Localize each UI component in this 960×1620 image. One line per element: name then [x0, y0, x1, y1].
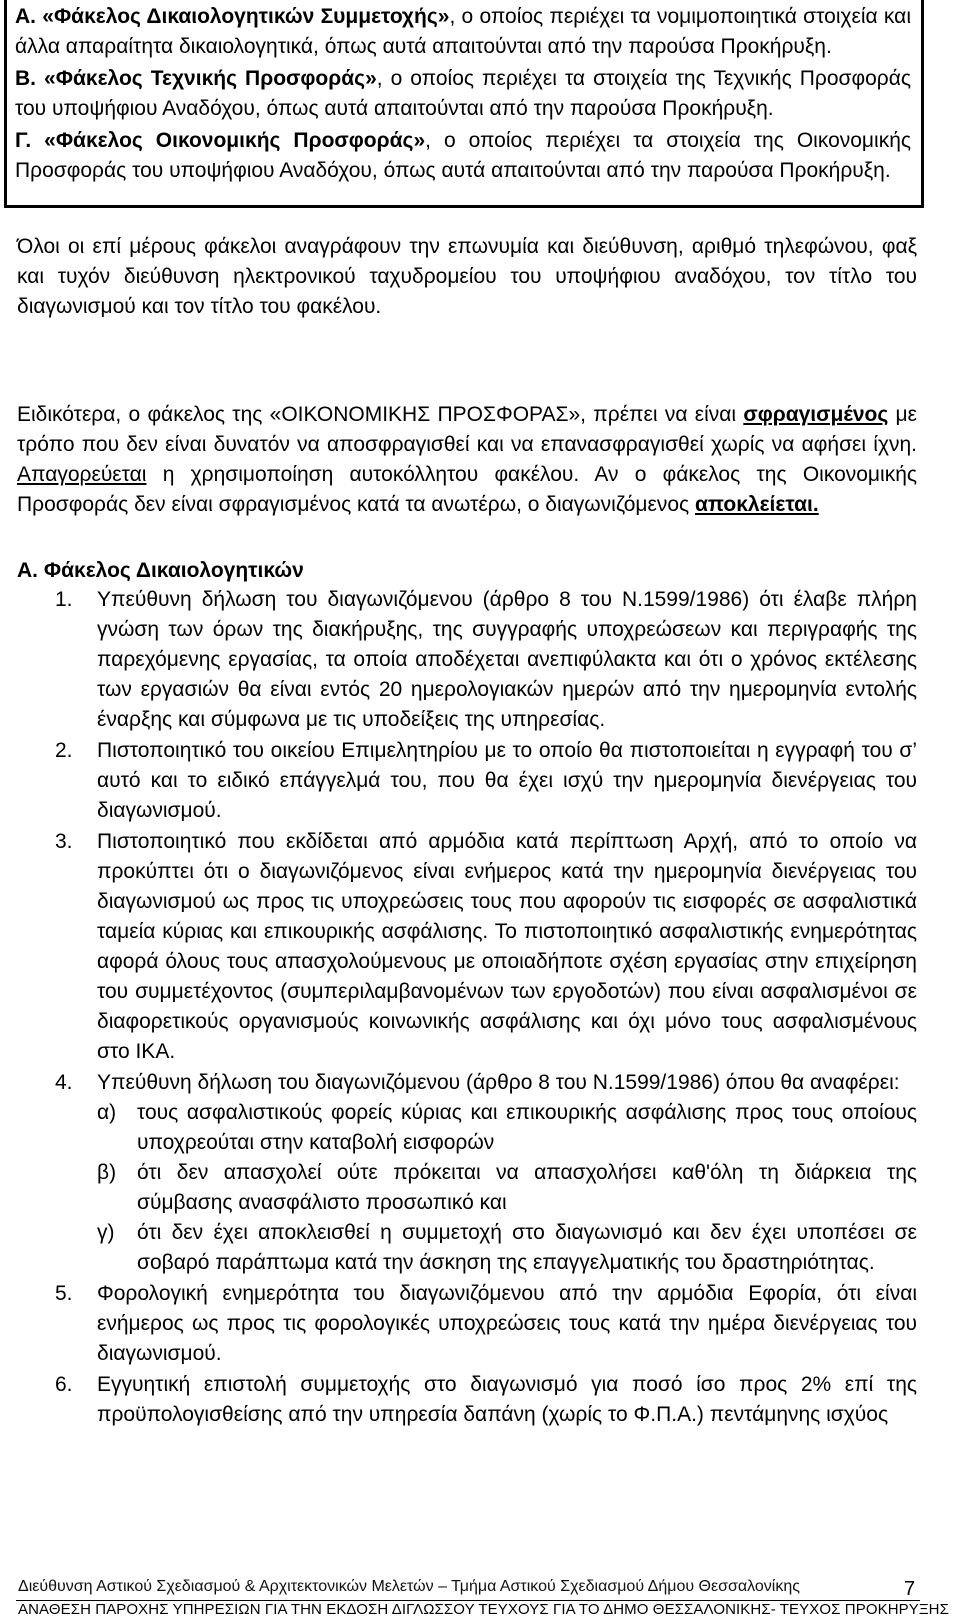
- envelope-labels-paragraph: Όλοι οι επί μέρους φάκελοι αναγράφουν την επωνυμία και διεύθυνση, αριθμό τηλεφώνου, φαξ και τυχόν διεύθυνση ηλεκτρονικού ταχυδρομείου του υποψήφιου αναδόχου, τον τίτλο του διαγωνισμού και τον τίτλο του φακέλου.: [17, 235, 917, 318]
- envelope-a-title: «Φάκελος Δικαιολογητικών Συμμετοχής»: [42, 5, 450, 28]
- list-item-number: 3.: [55, 830, 73, 853]
- sublist-item: [97, 1098, 917, 1158]
- footer-department: Διεύθυνση Αστικού Σχεδιασμού & Αρχιτεκτονικών Μελετών – Τμήμα Αστικού Σχεδιασμού Δήμου Θεσσαλονίκης: [18, 1578, 800, 1595]
- section-title: Α. Φάκελος Δικαιολογητικών: [17, 559, 304, 582]
- list-item-text: Υπεύθυνη δήλωση του διαγωνιζόμενου (άρθρο 8 του Ν.1599/1986) όπου θα αναφέρει:: [97, 1071, 900, 1094]
- para2-text-1: Ειδικότερα, ο φάκελος της «ΟΙΚΟΝΟΜΙΚΗΣ ΠΡΟΣΦΟΡΑΣ», πρέπει να είναι: [17, 403, 744, 426]
- list-item-text: Πιστοποιητικό που εκδίδεται από αρμόδια κατά περίπτωση Αρχή, από το οποίο να προκύπτει ότι ο διαγωνιζόμενος είναι ενήμερος κατά την ημερομηνία διενέργειας του διαγωνισμού ως προς τις υποχρεώσεις τους που αφορούν τις εισφορές σε ασφαλιστικά ταμεία κύριας και επικουρικής ασφάλισης. Το πιστοποιητικό ασφαλιστικής ενημερότητας αφορά όλους τους απασχολούμενους με οποιαδήποτε σχέση εργασίας στην επιχείρηση του συμμετέχοντος (συμπεριλαμβανομένων των εργοδοτών) που είναι ασφαλισμένοι σε διαφορετικούς οργανισμούς κοινωνικής ασφάλισης και όχι μόνο τους ασφαλισμένους στο ΙΚΑ.: [97, 830, 917, 1063]
- list-item: [17, 827, 917, 1067]
- envelope-b-label: Β.: [15, 67, 36, 90]
- sublist-item-mark: γ): [97, 1221, 115, 1244]
- envelope-b-text: , ο οποίος περιέχει τα στοιχεία της Τεχνικής Προσφοράς του υποψήφιου Αναδόχου, όπως αυτά απαιτούνται από την παρούσα Προκήρυξη.: [15, 67, 911, 120]
- sealed-word: σφραγισμένος: [743, 403, 889, 426]
- list-item-text: Υπεύθυνη δήλωση του διαγωνιζόμενου (άρθρο 8 του Ν.1599/1986) ότι έλαβε πλήρη γνώση των όρων της διακήρυξης, της συγγραφής υποχρεώσεων και περιγραφής της παρεχόμενης εργασίας, τα οποία αποδέχεται ανεπιφύλακτα και ότι ο χρόνος εκτέλεσης των εργασιών θα είναι εντός 20 ημερολογιακών ημερών από την ημερομηνία εντολής έναρξης και σύμφωνα με τις υποδείξεις της υπηρεσίας.: [97, 588, 917, 731]
- envelope-b-paragraph: [15, 64, 911, 124]
- sublist-item-mark: β): [97, 1161, 117, 1184]
- envelope-a-paragraph: [15, 2, 911, 62]
- para2-text-3: η χρησιμοποίηση αυτοκόλλητου φακέλου. Αν ο φάκελος της Οικονομικής Προσφοράς δεν είναι σφραγισμένος κατά τα ανωτέρω, ο διαγωνιζόμενος: [17, 463, 917, 516]
- list-item: [17, 736, 917, 826]
- excluded-word: αποκλείεται.: [694, 493, 819, 516]
- list-item: [17, 1370, 917, 1430]
- envelope-a-text: , ο οποίος περιέχει τα νομιμοποιητικά στοιχεία και άλλα απαραίτητα δικαιολογητικά, όπως αυτά απαιτούνται από την παρούσα Προκήρυξη.: [15, 5, 911, 58]
- list-item: [17, 1279, 917, 1369]
- sublist-item-text: ότι δεν απασχολεί ούτε πρόκειται να απασχολήσει καθ'όλη τη διάρκεια της σύμβασης ανασφάλιστο προσωπικό και: [137, 1161, 917, 1214]
- envelope-g-title: «Φάκελος Οικονομικής Προσφοράς»: [44, 129, 426, 152]
- sublist-item-text: ότι δεν έχει αποκλεισθεί η συμμετοχή στο διαγωνισμό και δεν έχει υποπέσει σε σοβαρό παράπτωμα κατά την άσκηση της επαγγελματικής του δραστηριότητας.: [137, 1221, 917, 1274]
- financial-offer-paragraph: [17, 400, 917, 520]
- envelope-g-text: , ο οποίος περιέχει τα στοιχεία της Οικονομικής Προσφοράς του υποψήφιου Αναδόχου, όπως αυτά απαιτούνται από την παρούσα Προκήρυξη.: [15, 129, 912, 182]
- list-item-number: 6.: [55, 1373, 73, 1396]
- sublist-item: [97, 1158, 917, 1218]
- envelope-g-label: Γ.: [15, 129, 32, 152]
- forbidden-word: Απαγορεύεται: [17, 463, 147, 486]
- list-item: [17, 585, 917, 735]
- sublist-item-mark: α): [97, 1101, 117, 1124]
- list-item-text: Φορολογική ενημερότητα του διαγωνιζόμενου από την αρμόδια Εφορία, ότι είναι ενήμερος ως προς τις φορολογικές υποχρεώσεις τους κατά την ημέρα διενέργειας του διαγωνισμού.: [97, 1282, 917, 1365]
- documents-list: [17, 585, 917, 1431]
- envelopes-box: [4, 0, 924, 208]
- page-number: 7: [904, 1578, 916, 1600]
- list-item-number: 2.: [55, 739, 73, 762]
- envelope-b-title: «Φάκελος Τεχνικής Προσφοράς»: [44, 67, 377, 90]
- list-item-text: Πιστοποιητικό του οικείου Επιμελητηρίου με το οποίο θα πιστοποιείται η εγγραφή του σ’ αυτό και το ειδικό επάγγελμά του, που θα έχει ισχύ την ημερομηνία διενέργειας του διαγωνισμού.: [97, 739, 917, 822]
- list-item-text: Εγγυητική επιστολή συμμετοχής στο διαγωνισμό για ποσό ίσο προς 2% επί της προϋπολογισθείσης από την υπηρεσία δαπάνη (χωρίς το Φ.Π.Α.) πεντάμηνης ισχύος: [97, 1373, 917, 1426]
- footer-project-title: ΑΝΑΘΕΣΗ ΠΑΡΟΧΗΣ ΥΠΗΡΕΣΙΩΝ ΓΙΑ ΤΗΝ ΕΚΔΟΣΗ ΔΙΓΛΩΣΣΟΥ ΤΕΥΧΟΥΣ ΓΙΑ ΤΟ ΔΗΜΟ ΘΕΣΣΑΛΟΝΙΚΗΣ- ΤΕΥΧΟΣ ΠΡΟΚΗΡΥΞΗΣ: [18, 1601, 949, 1618]
- para2-text-2: με τρόπο που δεν είναι δυνατόν να αποσφραγισθεί και να επανασφραγισθεί χωρίς να αφήσει ίχνη.: [17, 403, 917, 456]
- envelope-g-paragraph: [15, 126, 911, 186]
- declaration-sublist: [97, 1098, 917, 1278]
- list-item-number: 1.: [55, 588, 73, 611]
- sublist-item-text: τους ασφαλιστικούς φορείς κύριας και επικουρικής ασφάλισης προς τους οποίους υποχρεούται στην καταβολή εισφορών: [137, 1101, 917, 1154]
- envelope-a-label: Α.: [15, 5, 36, 28]
- list-item-number: 5.: [55, 1282, 73, 1305]
- sublist-item: [97, 1218, 917, 1278]
- list-item: [17, 1068, 917, 1278]
- list-item-number: 4.: [55, 1071, 73, 1094]
